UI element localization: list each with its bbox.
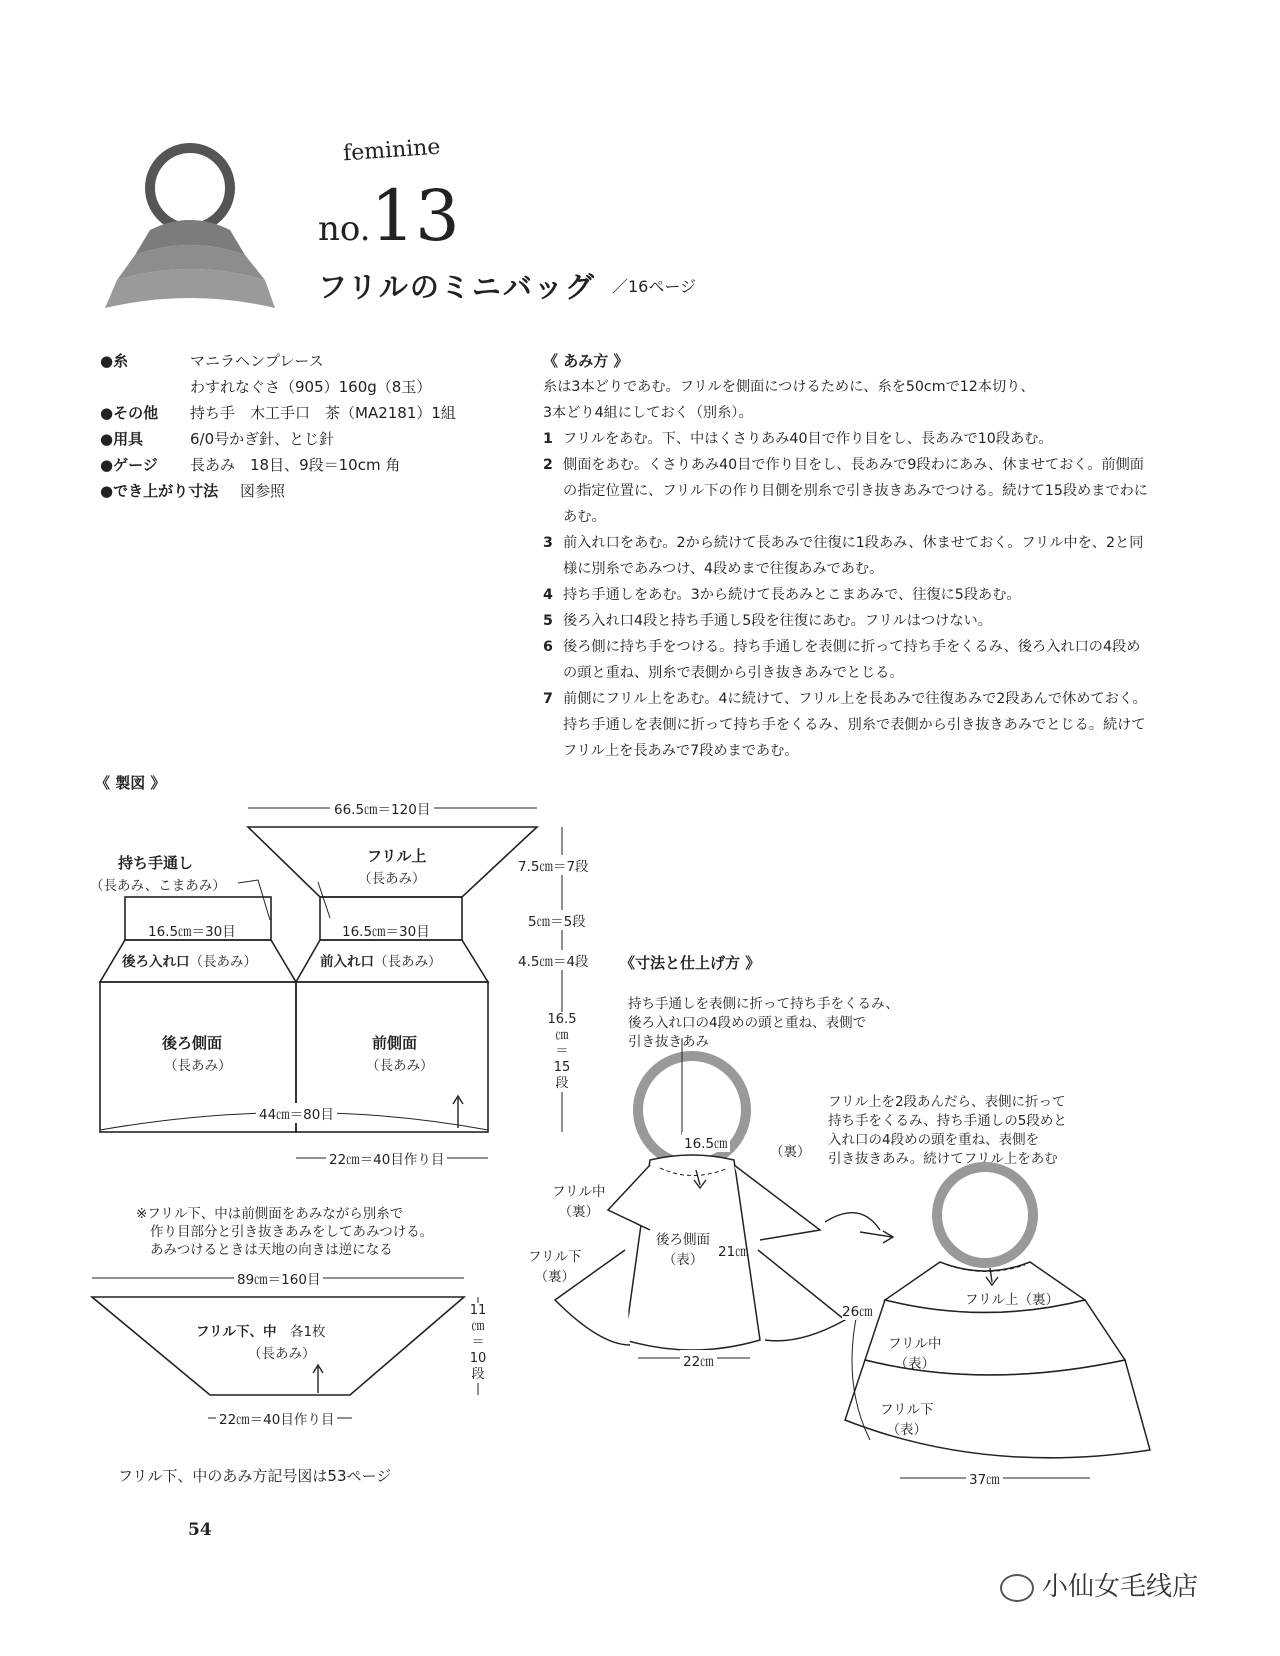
frill-mid-back-right <box>734 1165 820 1240</box>
intro-line: 糸は3本どりであむ。フリルを側面につけるために、糸を50cmで12本切り、 <box>543 379 1035 395</box>
handle-loop-height: 5㎝＝5段 <box>528 910 586 930</box>
front-opening-stitch: （長あみ） <box>374 954 442 970</box>
page-reference: ／16ページ <box>612 277 697 296</box>
handle-loop-stitch: （長あみ、こまあみ） <box>90 878 226 894</box>
step-item: 3 前入れ口をあむ。2から続けて長あみで往復に1段あみ、休ませておく。フリル中を、2と同様に別糸であみつけ、4段めまで往復あみであむ。 <box>543 535 1144 577</box>
watermark <box>1000 1566 1198 1603</box>
frill-top-label: フリル上 <box>367 847 427 865</box>
frill-top-height: 7.5㎝＝7段 <box>518 855 589 875</box>
number-value: 13 <box>370 175 460 257</box>
width-label: 37㎝ <box>966 1468 1003 1488</box>
frill-low-front-label: フリル下 （表） <box>880 1402 934 1438</box>
intro-line: 3本どり4組にしておく（別糸）。 <box>543 405 753 421</box>
category-label: feminine <box>342 134 442 167</box>
finishing-note-1: 持ち手通しを表側に折って持ち手をくるみ、 後ろ入れ口の4段めの頭と重ね、表側で 引き抜きあみ <box>628 996 899 1050</box>
step-item: 2 側面をあむ。くさりあみ40目で作り目をし、長あみで9段わにあみ、休ませておく。前側面の指定位置に、フリル下の作り目側を別糸で引き抜きあみでつける。続けて15段めまでわにあむ。 <box>543 457 1148 525</box>
height-label: 21㎝ <box>718 1244 749 1260</box>
frill-low-mid-label: フリル下、中 各1枚 <box>196 1324 326 1340</box>
step-item: 7 前側にフリル上をあむ。4に続けて、フリル上を長あみで往復あみで2段あんで休めておく。持ち手通しを表側に折って持ち手をくるみ、別糸で表側から引き抜きあみでとじる。続けてフリル上を長あみで7段めまであむ。 <box>543 691 1147 759</box>
back-opening-stitch: （長あみ） <box>189 954 257 970</box>
watermark-text: 小仙女毛线店 <box>1042 1572 1199 1602</box>
top-width-label: 66.5㎝＝120目 <box>330 798 434 818</box>
step-item: 4 持ち手通しをあむ。3から続けて長あみとこまあみで、往復に5段あむ。 <box>543 587 1021 603</box>
frill-width-label: 89㎝＝160目 <box>234 1268 323 1288</box>
transition-arrow <box>825 1213 880 1230</box>
material-row: わすれなぐさ（905）160g（8玉） <box>190 378 432 396</box>
handle-ring-front <box>937 1167 1033 1263</box>
material-row: ●その他 持ち手 木工手口 茶（MA2181）1組 <box>100 404 456 422</box>
handle-width-label: 16.5㎝ <box>682 1132 730 1152</box>
depth-label: 26㎝ <box>842 1300 873 1320</box>
step-item: 5 後ろ入れ口4段と持ち手通し5段を往復にあむ。フリルはつけない。 <box>543 613 992 629</box>
step-item: 1 フリルをあむ。下、中はくさりあみ40目で作り目をし、長あみで10段あむ。 <box>543 431 1053 447</box>
number-prefix: no. <box>318 209 371 249</box>
opening-height: 4.5㎝＝4段 <box>518 950 589 970</box>
material-row: ●糸 マニラヘンプレース <box>100 352 324 370</box>
back-side-label: 後ろ側面 <box>162 1034 223 1052</box>
frill-top-stitch: （長あみ） <box>358 871 426 887</box>
finishing-heading: 《寸法と仕上げ方 》 <box>620 954 761 972</box>
front-side-label: 前側面 <box>372 1034 418 1052</box>
material-row: ●でき上がり寸法 図参照 <box>100 482 286 500</box>
handle-loop-width-right: 16.5㎝＝30目 <box>342 924 430 940</box>
back-opening-name: 後ろ入れ口 <box>122 954 190 970</box>
frill-top-front-label: フリル上（裏） <box>965 1292 1059 1308</box>
handle-loop-label: 持ち手通し <box>118 854 194 872</box>
frill-mid-back-label: フリル中 （裏） <box>552 1184 606 1220</box>
back-side-stitch: （長あみ） <box>164 1058 232 1074</box>
frill-mid-front-label: フリル中 （表） <box>888 1336 942 1372</box>
bottom-label: 22㎝ <box>680 1350 717 1370</box>
material-row: ●用具 6/0号かぎ針、とじ針 <box>100 430 335 448</box>
back-side-label: 後ろ側面 （表） <box>656 1232 710 1268</box>
page-title: フリルのミニバッグ <box>318 270 596 304</box>
frill-low-back-right <box>758 1250 845 1341</box>
frill-mid-back-left <box>608 1165 650 1230</box>
front-side-stitch: （長あみ） <box>366 1058 434 1074</box>
instructions-heading: 《 あみ方 》 <box>543 352 629 370</box>
front-opening-name: 前入れ口 <box>320 954 374 970</box>
finishing-note-2: フリル上を2段あんだら、表側に折って 持ち手をくるみ、持ち手通しの5段めと 入れ口の4段めの頭を重ね、表側を 引き抜きあみ。続けてフリル上をあむ <box>828 1094 1067 1167</box>
diagram-heading: 《 製図 》 <box>95 774 166 792</box>
frill-height-label: 11 ㎝ ＝ 10 段 <box>466 1303 490 1383</box>
material-row: ●ゲージ 長あみ 18目、9段＝10cm 角 <box>100 456 401 474</box>
chat-bubble-icon <box>1000 1574 1034 1602</box>
frill-low-mid-stitch: （長あみ） <box>248 1346 316 1362</box>
page-number: 54 <box>188 1520 212 1540</box>
frill-foundation-label: 22㎝＝40目作り目 <box>216 1408 337 1428</box>
chart-reference: フリル下、中のあみ方記号図は53ページ <box>118 1467 392 1485</box>
foundation-label: 22㎝＝40目作り目 <box>326 1148 447 1168</box>
handle-loop-width-left: 16.5㎝＝30目 <box>148 924 236 940</box>
frill-low-back-label: フリル下 （裏） <box>528 1249 582 1285</box>
side-width-label: 44㎝＝80目 <box>256 1103 337 1123</box>
ura-label: （裏） <box>770 1144 811 1160</box>
side-height-label: 16.5 ㎝ ＝ 15 段 <box>547 1012 577 1091</box>
step-item: 6 後ろ側に持ち手をつける。持ち手通しを表側に折って持ち手をくるみ、後ろ入れ口の4段めの頭と重ね、別糸で表側から引き抜きあみでとじる。 <box>543 639 1141 681</box>
attach-note: ※フリル下、中は前側面をあみながら別糸で 作り目部分と引き抜きあみをしてあみつける。 あみつけるときは天地の向きは逆になる <box>136 1206 434 1258</box>
